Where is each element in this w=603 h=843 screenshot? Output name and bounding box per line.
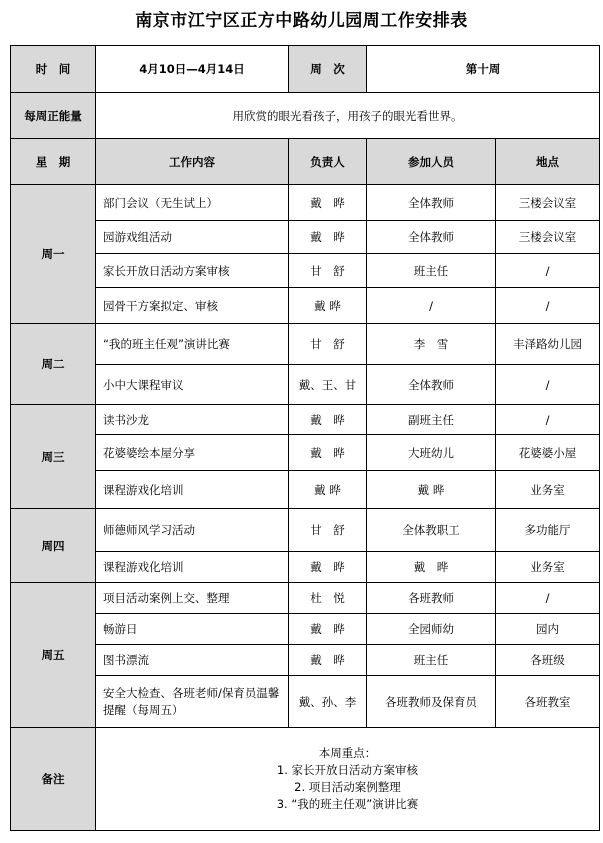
notes-heading: 本周重点： (318, 746, 377, 760)
owner: 戴 晔 (289, 405, 367, 435)
table-row (11, 676, 600, 728)
table-row (11, 221, 600, 254)
place: / (496, 254, 600, 288)
participants: 全体教职工 (367, 509, 496, 552)
table-row (11, 405, 600, 435)
place: 各班教室 (496, 676, 600, 728)
day-label-mon: 周一 (11, 185, 96, 324)
place: 花婆婆小屋 (496, 435, 600, 471)
place: 业务室 (496, 552, 600, 583)
place: / (496, 405, 600, 435)
owner: 戴 晔 (289, 435, 367, 471)
time-value: 4月10日—4月14日 (96, 46, 289, 93)
owner: 戴 晔 (289, 471, 367, 509)
table-row (11, 614, 600, 645)
work-content: 小中大课程审议 (96, 365, 289, 405)
notes-label: 备注 (11, 728, 96, 831)
motto-text: 用欣赏的眼光看孩子，用孩子的眼光看世界。 (96, 93, 600, 139)
work-content: 家长开放日活动方案审核 (96, 254, 289, 288)
table-row (11, 471, 600, 509)
owner: 甘 舒 (289, 254, 367, 288)
participants: 副班主任 (367, 405, 496, 435)
place: / (496, 365, 600, 405)
place: 多功能厅 (496, 509, 600, 552)
owner: 戴 晔 (289, 552, 367, 583)
owner: 戴 晔 (289, 645, 367, 676)
place: / (496, 583, 600, 614)
notes-item: 1. 家长开放日活动方案审核 (276, 763, 419, 777)
participants: 班主任 (367, 254, 496, 288)
motto-label: 每周正能量 (11, 93, 96, 139)
table-row (11, 435, 600, 471)
owner: 戴 晔 (289, 614, 367, 645)
time-label: 时 间 (11, 46, 96, 93)
participants: 全园师幼 (367, 614, 496, 645)
page-title: 南京市江宁区正方中路幼儿园周工作安排表 (135, 11, 468, 31)
participants: 班主任 (367, 645, 496, 676)
owner: 杜 悦 (289, 583, 367, 614)
table-row (11, 288, 600, 324)
owner: 戴、王、甘 (289, 365, 367, 405)
notes-row (11, 728, 600, 831)
participants: 大班幼儿 (367, 435, 496, 471)
owner: 戴 晔 (289, 185, 367, 221)
participants: / (367, 288, 496, 324)
place: 三楼会议室 (496, 221, 600, 254)
table-row (11, 185, 600, 221)
participants: 全体教师 (367, 185, 496, 221)
owner: 戴、孙、李 (289, 676, 367, 728)
col-header-day: 星 期 (11, 139, 96, 185)
day-label-fri: 周五 (11, 583, 96, 728)
work-content: 读书沙龙 (96, 405, 289, 435)
participants: 各班教师 (367, 583, 496, 614)
participants: 全体教师 (367, 365, 496, 405)
participants: 各班教师及保育员 (367, 676, 496, 728)
work-content: 图书漂流 (96, 645, 289, 676)
place: 三楼会议室 (496, 185, 600, 221)
place: 业务室 (496, 471, 600, 509)
work-content: 安全大检查、各班老师/保育员温馨提醒（每周五） (96, 676, 289, 728)
table-row (11, 509, 600, 552)
place: / (496, 288, 600, 324)
day-label-thu: 周四 (11, 509, 96, 583)
work-content: 园游戏组活动 (96, 221, 289, 254)
col-header-place: 地点 (496, 139, 600, 185)
participants: 戴 晔 (367, 552, 496, 583)
owner: 戴 晔 (289, 221, 367, 254)
header-row (11, 46, 600, 93)
table-row (11, 254, 600, 288)
work-content: 畅游日 (96, 614, 289, 645)
place: 园内 (496, 614, 600, 645)
table-row (11, 552, 600, 583)
notes-content (96, 728, 600, 831)
week-value: 第十周 (367, 46, 600, 93)
table-row (11, 324, 600, 365)
participants: 李 雪 (367, 324, 496, 365)
work-content: 花婆婆绘本屋分享 (96, 435, 289, 471)
column-header-row (11, 139, 600, 185)
participants: 戴 晔 (367, 471, 496, 509)
owner: 甘 舒 (289, 324, 367, 365)
week-label: 周 次 (289, 46, 367, 93)
place: 丰泽路幼儿园 (496, 324, 600, 365)
col-header-participants: 参加人员 (367, 139, 496, 185)
notes-item: 3. “我的班主任观”演讲比赛 (276, 797, 419, 811)
table-row (11, 583, 600, 614)
work-content: 师德师风学习活动 (96, 509, 289, 552)
owner: 戴 晔 (289, 288, 367, 324)
owner: 甘 舒 (289, 509, 367, 552)
work-content: 部门会议（无生试上） (96, 185, 289, 221)
table-row (11, 645, 600, 676)
day-label-tue: 周二 (11, 324, 96, 405)
col-header-content: 工作内容 (96, 139, 289, 185)
work-content: 项目活动案例上交、整理 (96, 583, 289, 614)
schedule-table (10, 45, 600, 831)
work-content: “我的班主任观”演讲比赛 (96, 324, 289, 365)
place: 各班级 (496, 645, 600, 676)
notes-item: 2. 项目活动案例整理 (294, 780, 401, 794)
table-row (11, 365, 600, 405)
work-content: 园骨干方案拟定、审核 (96, 288, 289, 324)
work-content: 课程游戏化培训 (96, 552, 289, 583)
col-header-owner: 负责人 (289, 139, 367, 185)
work-content: 课程游戏化培训 (96, 471, 289, 509)
day-label-wed: 周三 (11, 405, 96, 509)
motto-row (11, 93, 600, 139)
participants: 全体教师 (367, 221, 496, 254)
